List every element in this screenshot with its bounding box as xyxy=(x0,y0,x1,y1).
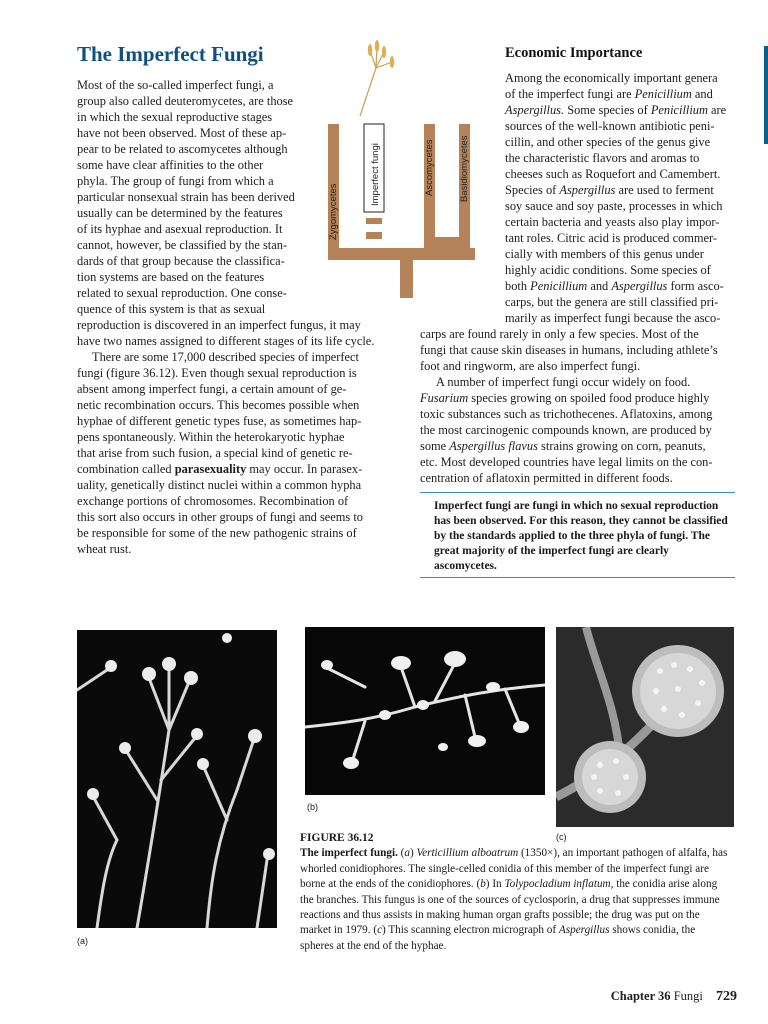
text-line: tion systems are based on the features xyxy=(77,270,265,284)
text-run: Some species of xyxy=(564,103,651,117)
text-line: etc. Most developed countries have legal limits on the con- xyxy=(420,455,713,469)
chapter-edge-tab xyxy=(764,46,768,144)
genus-name: Aspergillus xyxy=(559,183,616,197)
footer-title: Fungi xyxy=(673,989,703,1003)
panel-label-b: (b) xyxy=(307,802,318,812)
text-line: uality, genetically distinct nuclei within a common hypha xyxy=(77,478,362,492)
panel-label-c: (c) xyxy=(556,832,567,842)
genus-name: Fusarium xyxy=(420,391,469,405)
text-line xyxy=(420,438,706,454)
subsection-heading: Economic Importance xyxy=(505,45,643,61)
text-line: cially with members of this genus under xyxy=(505,247,704,261)
text-line: cillin, and other species of the genus give xyxy=(505,135,711,149)
caption-run: Aspergillus xyxy=(558,924,610,937)
text-line xyxy=(505,86,713,102)
caption-run: ) This scanning electron micrograph of xyxy=(382,924,559,937)
text-run: may occur. In parasex- xyxy=(246,462,363,476)
text-line: certain bacteria and yeasts also play impor- xyxy=(505,215,720,229)
genus-name: Penicillium xyxy=(650,103,708,117)
key-term: parasexuality xyxy=(174,462,247,476)
genus-name: Aspergillus xyxy=(611,279,668,293)
caption-run: Tolypocladium inflatum, xyxy=(504,878,614,891)
text-run: species growing on spoiled food produce highly xyxy=(468,391,710,405)
text-line: fungi (figure 36.12). Even though sexual reproduction is xyxy=(77,366,357,380)
text-run: are used to ferment xyxy=(615,183,714,197)
caption-run: b xyxy=(480,878,486,891)
text-line: soy sauce and soy paste, processes in which xyxy=(505,199,723,213)
tree-label-basidiomycetes: Basidiomycetes xyxy=(459,135,470,202)
text-run: are xyxy=(707,103,727,117)
caption-run: ) xyxy=(410,847,417,860)
text-line: marily as imperfect fungi because the asco- xyxy=(505,311,721,325)
tree-label-imperfect-fungi: Imperfect fungi xyxy=(370,143,381,206)
summary-box xyxy=(420,492,735,578)
text-line: that arise from such fusion, a special kind of genetic re- xyxy=(77,446,353,460)
caption-run: c xyxy=(377,924,383,937)
text-line: Most of the so-called imperfect fungi, a xyxy=(77,78,274,92)
genus-name: Aspergillus. xyxy=(505,103,565,117)
text-line: cheeses such as Roquefort and Camembert. xyxy=(505,167,721,181)
caption-run: Verticillium alboatrum xyxy=(416,847,519,860)
text-line: related to sexual reproduction. One conse- xyxy=(77,286,287,300)
caption-run: ) In xyxy=(485,878,505,891)
text-run: and xyxy=(587,279,612,293)
text-line: sources of the well-known antibiotic peni- xyxy=(505,119,715,133)
section-heading: The Imperfect Fungi xyxy=(77,42,264,66)
text-line: this sort also occurs in other groups of fungi and seems to xyxy=(77,510,363,524)
text-line: be responsible for some of the new pathogenic strains of xyxy=(77,526,357,540)
page-footer xyxy=(611,989,737,1005)
text-line: exchange portions of chromosomes. Recombination of xyxy=(77,494,349,508)
text-line: quence of this system is that as sexual xyxy=(77,302,266,316)
caption-run: shows conidia, the spheres at the end of the hyphae. xyxy=(300,924,696,952)
text-line: in which the sexual reproductive stages xyxy=(77,110,273,124)
text-run: some xyxy=(420,439,450,453)
text-line: toxic substances such as trichothecenes. Aflatoxins, among xyxy=(420,407,713,421)
text-line: foot and ringworm, are also imperfect fungi. xyxy=(420,359,641,373)
panel-label-a: (a) xyxy=(77,936,88,946)
footer-chapter: Chapter 36 xyxy=(610,989,671,1003)
text-line: pear to be related to ascomycetes although xyxy=(77,142,288,156)
caption-run: a xyxy=(404,847,410,860)
text-line: netic recombination occurs. This becomes possible when xyxy=(77,398,360,412)
text-line xyxy=(505,182,714,198)
text-line xyxy=(420,390,709,406)
text-line: A number of imperfect fungi occur widely on food. xyxy=(436,375,691,389)
caption-body xyxy=(300,847,727,951)
text-line: tant roles. Citric acid is produced commer- xyxy=(505,231,718,245)
text-line: reproduction is discovered in an imperfect fungus, it may xyxy=(77,318,361,332)
text-line: the characteristic flavors and aromas to xyxy=(505,151,700,165)
text-line: There are some 17,000 described species of imperfect xyxy=(92,350,359,364)
text-line: hyphae of different genetic types fuse, as sometimes hap- xyxy=(77,414,362,428)
text-line: the most carcinogenic compounds known, are produced by xyxy=(420,423,712,437)
text-line: fungi that cause skin diseases in humans, including athlete’s xyxy=(420,343,718,357)
genus-name: Penicillium xyxy=(530,279,588,293)
caption-run: (1350×), an important pathogen of alfalfa, has whorled conidiophores. The single-celled conidia of this member of the imperfect fungi are borne at the ends of the conidiophores. ( xyxy=(300,847,728,891)
caption-title: The imperfect fungi. xyxy=(300,847,398,860)
text-line xyxy=(505,278,724,294)
phylogeny-diagram xyxy=(300,40,510,302)
text-line: pens spontaneously. Within the heterokaryotic hyphae xyxy=(77,430,345,444)
text-line: cannot, however, be classified by the stan- xyxy=(77,238,288,252)
text-line xyxy=(505,102,726,118)
photo-aspergillus xyxy=(556,627,734,827)
text-run: form asco- xyxy=(667,279,724,293)
photo-tolypocladium xyxy=(305,627,545,795)
text-line: particular nonsexual strain has been derived xyxy=(77,190,295,204)
text-run: of the imperfect fungi are xyxy=(505,87,635,101)
text-line: centration of aflatoxin permitted in different foods. xyxy=(420,471,673,485)
text-run: combination called xyxy=(77,462,175,476)
text-line: wheat rust. xyxy=(77,542,132,556)
text-run: and xyxy=(691,87,713,101)
text-line: dards of that group because the classifica- xyxy=(77,254,285,268)
text-line: phyla. The group of fungi from which a xyxy=(77,174,274,188)
text-line: highly acidic conditions. Some species of xyxy=(505,263,711,277)
tree-label-zygomycetes: Zygomycetes xyxy=(328,183,339,240)
caption-run: ( xyxy=(397,847,405,860)
genus-name: Penicillium xyxy=(634,87,692,101)
text-line: carps are found rarely in only a few species. Most of the xyxy=(420,327,699,341)
text-line: have not been observed. Most of these ap- xyxy=(77,126,287,140)
caption-run: the conidia arise along the branches. This fungus is one of the sources of cyclosporin, a drug that suppresses immune reactions and thus assists in making human organ grafts possible; the drug was put on the market in 1979. ( xyxy=(300,878,720,937)
text-run: Species of xyxy=(505,183,560,197)
text-line: carps, but the genera are still classified pri- xyxy=(505,295,719,309)
tree-label-ascomycetes: Ascomycetes xyxy=(424,139,435,196)
figure-number: FIGURE 36.12 xyxy=(300,832,374,844)
figure-caption xyxy=(300,831,730,954)
text-line: Among the economically important genera xyxy=(505,71,718,85)
text-run: both xyxy=(505,279,531,293)
text-line xyxy=(77,461,362,477)
text-run: strains growing on corn, peanuts, xyxy=(537,439,706,453)
page-number: 729 xyxy=(716,989,737,1004)
summary-text: Imperfect fungi are fungi in which no sexual reproduction has been observed. For this reason, they cannot be classified by the standards applied to the three phyla of fungi. The great majority of the imperfect fungi are clearly ascomycetes. xyxy=(434,500,728,572)
text-line: have two names assigned to different stages of its life cycle. xyxy=(77,334,375,348)
text-line: usually can be determined by the features xyxy=(77,206,283,220)
text-line: some have clear affinities to the other xyxy=(77,158,264,172)
text-line: group also called deuteromycetes, are those xyxy=(77,94,294,108)
species-name: Aspergillus flavus xyxy=(449,439,538,453)
text-line: absent among imperfect fungi, a certain amount of ge- xyxy=(77,382,347,396)
photo-verticillium xyxy=(77,630,277,928)
text-line: of its hyphae and asexual reproduction. It xyxy=(77,222,283,236)
